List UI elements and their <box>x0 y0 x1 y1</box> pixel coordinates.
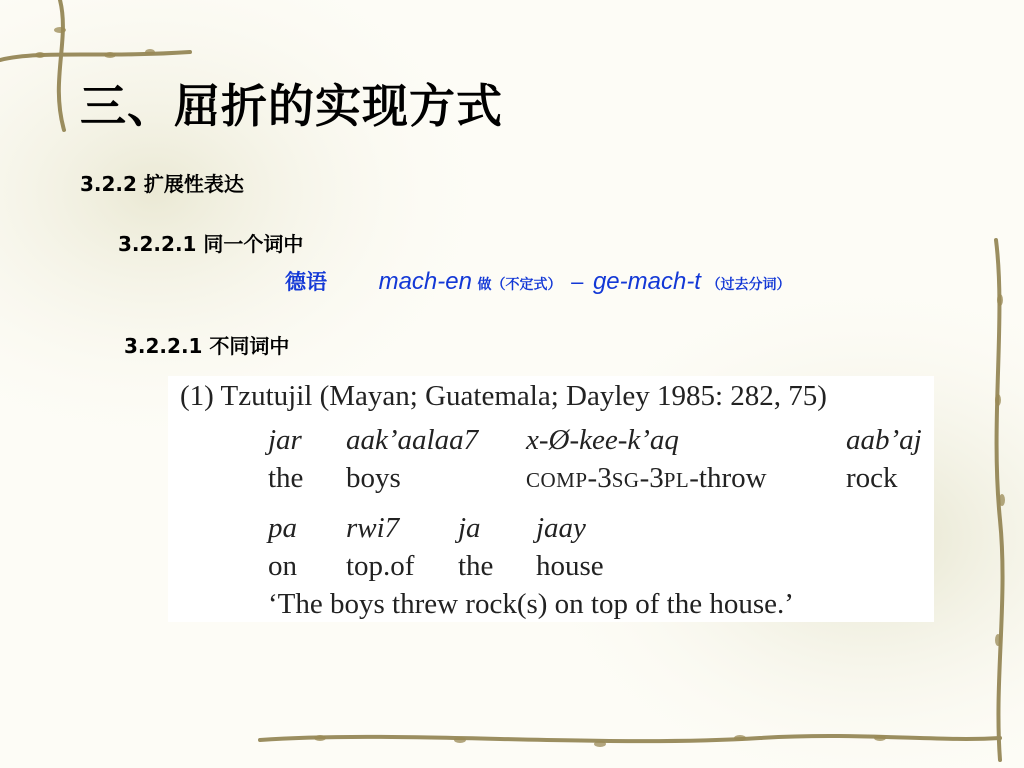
row1-word-3: x-Ø-kee-k’aq <box>526 424 679 456</box>
row1-gloss-1: the <box>268 462 304 494</box>
example-gloss-infinitive: 做（不定式） <box>477 277 562 293</box>
example-dash: – <box>571 269 584 294</box>
row2-gloss-4: house <box>536 550 604 582</box>
free-translation: ‘The boys threw rock(s) on top of the house.’ <box>268 588 794 620</box>
row2-gloss-3: the <box>458 550 494 582</box>
row1-gloss-4: rock <box>846 462 898 494</box>
row2-word-2: rwi7 <box>346 512 400 544</box>
slide-title: 三、屈折的实现方式 <box>80 79 503 133</box>
row1-gloss-2: boys <box>346 462 401 494</box>
subsection-heading-same-word: 3.2.2.1 同一个词中 <box>118 232 304 256</box>
row1-word-1: jar <box>268 424 302 456</box>
row1-gloss-3: COMP-3SG-3PL-throw <box>526 462 767 494</box>
gloss-header: (1) Tzutujil (Mayan; Guatemala; Dayley 1985: 282, 75) <box>180 380 827 412</box>
subsection-heading-different-words: 3.2.2.1 不同词中 <box>124 334 290 358</box>
row2-word-4: jaay <box>536 512 586 544</box>
example-word-infinitive: mach-en <box>378 268 472 295</box>
example-language: 德语 <box>285 270 327 294</box>
german-example-line <box>285 266 791 296</box>
interlinear-gloss-example <box>168 376 934 622</box>
example-gloss-participle: （过去分词） <box>706 277 791 293</box>
row2-word-3: ja <box>458 512 481 544</box>
row1-word-4: aab’aj <box>846 424 922 456</box>
row1-word-2: aak’aalaa7 <box>346 424 479 456</box>
example-word-participle: ge-mach-t <box>592 268 701 295</box>
row2-word-1: pa <box>268 512 297 544</box>
row2-gloss-2: top.of <box>346 550 415 582</box>
row2-gloss-1: on <box>268 550 297 582</box>
section-heading: 3.2.2 扩展性表达 <box>80 172 244 196</box>
